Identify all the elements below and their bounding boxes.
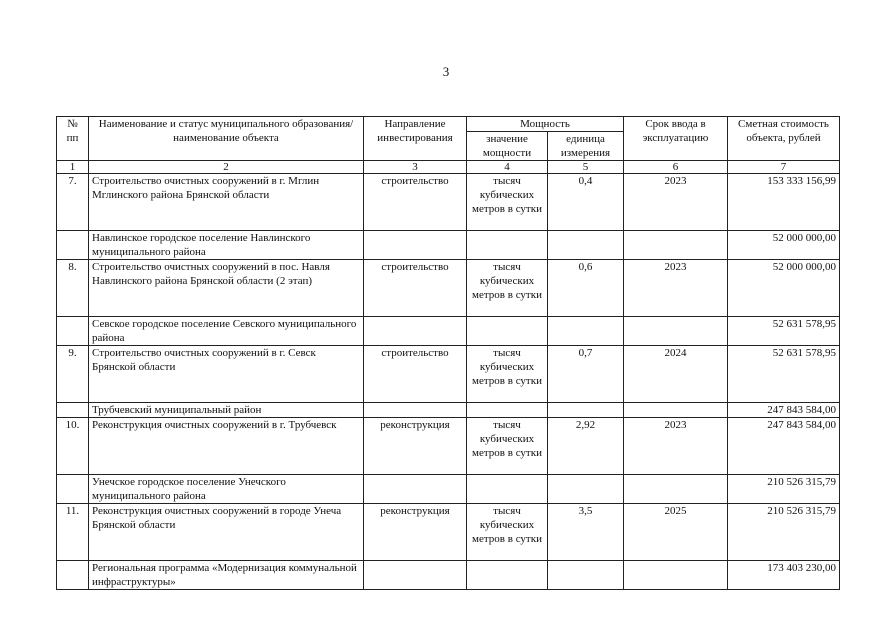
row-year: 2023 [624, 260, 728, 317]
row-unit [467, 561, 548, 590]
row-unit: тысяч кубических метров в сутки [467, 346, 548, 403]
row-num: 10. [57, 418, 89, 475]
row-year: 2025 [624, 504, 728, 561]
row-year [624, 403, 728, 418]
row-direction: строительство [364, 174, 467, 231]
row-value [548, 317, 624, 346]
row-name: Унечское городское поселение Унечского муниципального района [89, 475, 364, 504]
row-year [624, 317, 728, 346]
table-row [57, 418, 840, 475]
row-cost: 210 526 315,79 [728, 504, 840, 561]
row-cost: 52 631 578,95 [728, 346, 840, 403]
header-name: Наименование и статус муниципального образования/наименование объекта [89, 117, 364, 161]
row-num [57, 231, 89, 260]
row-value [548, 561, 624, 590]
row-unit [467, 317, 548, 346]
row-value: 3,5 [548, 504, 624, 561]
header-cost: Сметная стоимость объекта, рублей [728, 117, 840, 161]
row-direction: реконструкция [364, 504, 467, 561]
row-direction: реконструкция [364, 418, 467, 475]
row-direction: строительство [364, 346, 467, 403]
row-value: 0,4 [548, 174, 624, 231]
row-num: 11. [57, 504, 89, 561]
column-number: 6 [624, 161, 728, 174]
row-direction [364, 231, 467, 260]
row-num: 8. [57, 260, 89, 317]
row-num [57, 561, 89, 590]
column-number: 7 [728, 161, 840, 174]
row-cost: 210 526 315,79 [728, 475, 840, 504]
row-name: Строительство очистных сооружений в пос. Навля Навлинского района Брянской области (2 этап) [89, 260, 364, 317]
row-year [624, 561, 728, 590]
row-num: 7. [57, 174, 89, 231]
investment-table [56, 116, 840, 590]
row-cost: 52 000 000,00 [728, 231, 840, 260]
header-direction: Направление инвестирования [364, 117, 467, 161]
row-year: 2023 [624, 174, 728, 231]
row-name: Севское городское поселение Севского муниципального района [89, 317, 364, 346]
row-direction [364, 561, 467, 590]
row-cost: 52 000 000,00 [728, 260, 840, 317]
row-cost: 52 631 578,95 [728, 317, 840, 346]
row-year: 2023 [624, 418, 728, 475]
header-num: № пп [57, 117, 89, 161]
column-number: 4 [467, 161, 548, 174]
row-direction: строительство [364, 260, 467, 317]
row-num: 9. [57, 346, 89, 403]
row-name: Реконструкция очистных сооружений в городе Унеча Брянской области [89, 504, 364, 561]
row-value: 0,6 [548, 260, 624, 317]
table-header [57, 117, 840, 174]
row-unit: тысяч кубических метров в сутки [467, 260, 548, 317]
row-cost: 153 333 156,99 [728, 174, 840, 231]
row-unit [467, 231, 548, 260]
table-row [57, 317, 840, 346]
row-direction [364, 317, 467, 346]
row-year [624, 231, 728, 260]
row-name: Реконструкция очистных сооружений в г. Трубчевск [89, 418, 364, 475]
row-direction [364, 403, 467, 418]
column-number: 5 [548, 161, 624, 174]
table-row [57, 561, 840, 590]
row-year: 2024 [624, 346, 728, 403]
row-unit: тысяч кубических метров в сутки [467, 504, 548, 561]
table-row [57, 231, 840, 260]
row-unit [467, 475, 548, 504]
row-name: Строительство очистных сооружений в г. Севск Брянской области [89, 346, 364, 403]
row-direction [364, 475, 467, 504]
column-number: 2 [89, 161, 364, 174]
row-year [624, 475, 728, 504]
row-value [548, 403, 624, 418]
table-row [57, 504, 840, 561]
table-body [57, 174, 840, 590]
row-value [548, 231, 624, 260]
row-cost: 247 843 584,00 [728, 418, 840, 475]
row-num [57, 475, 89, 504]
table-row [57, 475, 840, 504]
header-term: Срок ввода в эксплуатацию [624, 117, 728, 161]
row-name: Трубчевский муниципальный район [89, 403, 364, 418]
row-value: 0,7 [548, 346, 624, 403]
header-capacity: Мощность [467, 117, 624, 132]
header-capacity-value: значение мощности [467, 132, 548, 161]
table-row [57, 174, 840, 231]
column-number: 3 [364, 161, 467, 174]
page-number: 3 [442, 64, 450, 79]
column-number-row [57, 161, 840, 174]
row-cost: 247 843 584,00 [728, 403, 840, 418]
table-row [57, 403, 840, 418]
table-row [57, 260, 840, 317]
row-unit: тысяч кубических метров в сутки [467, 174, 548, 231]
row-num [57, 403, 89, 418]
row-cost: 173 403 230,00 [728, 561, 840, 590]
row-num [57, 317, 89, 346]
row-name: Региональная программа «Модернизация коммунальной инфраструктуры» [89, 561, 364, 590]
row-name: Навлинское городское поселение Навлинского муниципального района [89, 231, 364, 260]
row-value [548, 475, 624, 504]
row-value: 2,92 [548, 418, 624, 475]
table-row [57, 346, 840, 403]
row-unit [467, 403, 548, 418]
row-name: Строительство очистных сооружений в г. Мглин Мглинского района Брянской области [89, 174, 364, 231]
row-unit: тысяч кубических метров в сутки [467, 418, 548, 475]
header-capacity-unit: единица измерения [548, 132, 624, 161]
column-number: 1 [57, 161, 89, 174]
